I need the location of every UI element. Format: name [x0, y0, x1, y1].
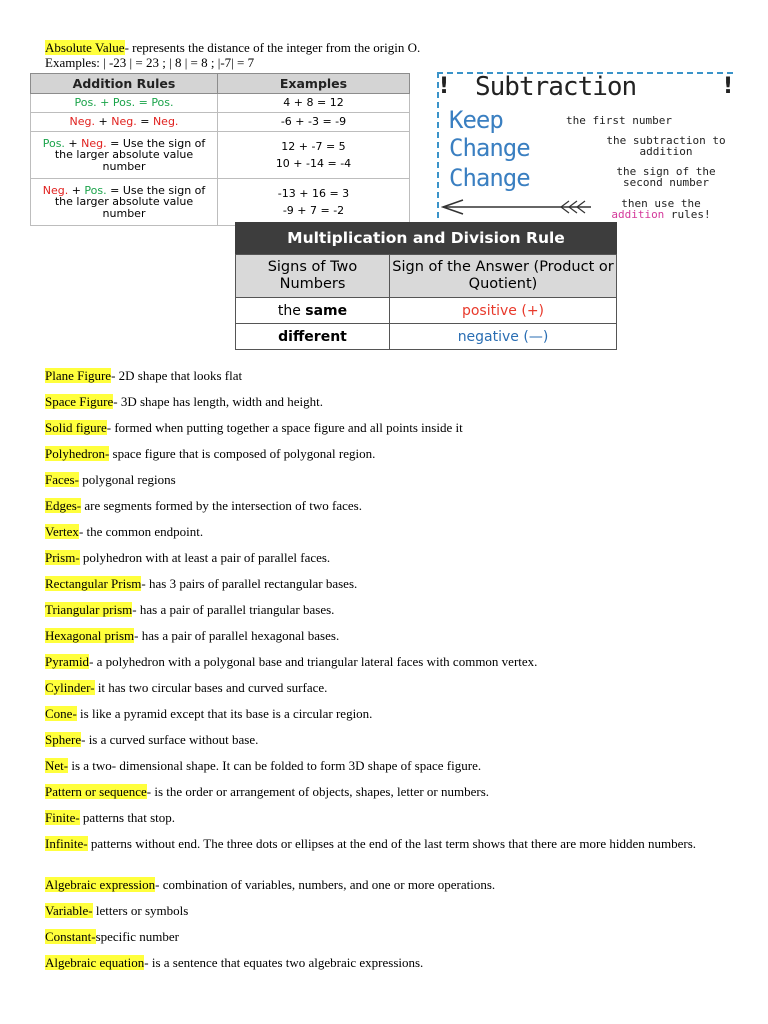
exclamation-mark: ! [723, 74, 734, 99]
table-row [31, 179, 410, 226]
definition-item [45, 498, 362, 513]
term-highlight: Space Figure [45, 394, 114, 409]
definition-item [45, 524, 203, 539]
rule-cell: Pos. + Pos. = Pos. [31, 94, 218, 113]
different-cell: different [236, 324, 390, 350]
definition-item [45, 680, 327, 695]
definition-item [45, 758, 481, 773]
change-word: Change [449, 164, 530, 192]
example-cell: 4 + 8 = 12 [218, 94, 410, 113]
subtraction-rules-graphic [431, 70, 734, 221]
change-note: the sign of the second number [616, 165, 716, 189]
term-highlight: Hexagonal prism [45, 628, 135, 643]
example-cell: -13 + 16 = 3 -9 + 7 = -2 [218, 179, 410, 226]
signs-header: Signs of Two Numbers [236, 255, 390, 298]
definition-text: is like a pyramid except that its base is a circular region. [76, 706, 373, 721]
term-highlight: Vertex [45, 524, 79, 539]
definition-text: - represents the distance of the integer from the origin O. [124, 40, 421, 55]
term-highlight: Algebraic equation [45, 955, 145, 970]
term-highlight: Rectangular Prism [45, 576, 142, 591]
definition-item [45, 706, 372, 721]
definition-item [45, 628, 339, 643]
table-row [31, 132, 410, 179]
definition-text: - the common endpoint. [78, 524, 204, 539]
positive-cell: positive (+) [390, 298, 617, 324]
term-highlight: Pattern or sequence [45, 784, 147, 799]
definition-text: - is a curved surface without base. [81, 732, 259, 747]
definition-item [45, 732, 258, 747]
definition-text: it has two circular bases and curved surface. [94, 680, 328, 695]
table-row [31, 113, 410, 132]
definition-text: - combination of variables, numbers, and one or more operations. [155, 877, 496, 892]
addition-rules-header: Addition Rules [31, 74, 218, 94]
definition-text: - has a pair of parallel hexagonal bases. [134, 628, 340, 643]
definition-item [45, 550, 330, 565]
definition-text: patterns without end. The three dots or ellipses at the end of the last term shows that there are more hidden numbers. [87, 836, 697, 851]
definition-item [45, 836, 705, 851]
term-highlight: Prism- [45, 550, 80, 565]
then-note: then use the addition rules! [611, 197, 711, 221]
definition-text: - 3D shape has length, width and height. [113, 394, 323, 409]
same-cell: the same [236, 298, 390, 324]
rule-cell: Pos. + Neg. = Use the sign of the larger absolute value number [31, 132, 218, 179]
definition-text: - 2D shape that looks flat [111, 368, 243, 383]
term-highlight: Infinite- [45, 836, 88, 851]
keep-note: the first number [566, 114, 672, 127]
subtraction-title: Subtraction [475, 72, 637, 102]
negative-cell: negative (—) [390, 324, 617, 350]
term-highlight: Solid figure [45, 420, 107, 435]
definition-item [45, 784, 489, 799]
definition-item [45, 394, 323, 409]
definition-text: are segments formed by the intersection of two faces. [81, 498, 362, 513]
definition-text: - has a pair of parallel triangular bases. [132, 602, 335, 617]
term-highlight: Algebraic expression [45, 877, 156, 892]
term-highlight: Finite- [45, 810, 80, 825]
change-note: the subtraction to addition [606, 134, 726, 158]
term-highlight: Triangular prism [45, 602, 133, 617]
arrow-icon [441, 198, 591, 216]
definition-text: - is the order or arrangement of objects, shapes, letter or numbers. [146, 784, 490, 799]
definition-item [45, 877, 495, 892]
addition-rules-table [30, 73, 410, 226]
rule-cell: Neg. + Neg. = Neg. [31, 113, 218, 132]
definition-text: - a polyhedron with a polygonal base and triangular lateral faces with common vertex. [89, 654, 538, 669]
keep-word: Keep [449, 106, 503, 134]
answer-header: Sign of the Answer (Product or Quotient) [390, 255, 617, 298]
absolute-value-line [45, 40, 420, 55]
definition-text: polyhedron with at least a pair of parallel faces. [79, 550, 331, 565]
definition-text: - is a sentence that equates two algebraic expressions. [144, 955, 424, 970]
example-cell: 12 + -7 = 5 10 + -14 = -4 [218, 132, 410, 179]
multiplication-division-table [235, 222, 617, 350]
term-highlight: Constant- [45, 929, 96, 944]
definition-item [45, 929, 179, 944]
definition-text: specific number [95, 929, 179, 944]
term-highlight: Cone- [45, 706, 77, 721]
term-highlight: Absolute Value [45, 40, 125, 55]
example-cell: -6 + -3 = -9 [218, 113, 410, 132]
table-title: Multiplication and Division Rule [235, 222, 617, 254]
definition-item [45, 810, 175, 825]
change-word: Change [449, 134, 530, 162]
definition-item [45, 602, 334, 617]
definition-text: - formed when putting together a space figure and all points inside it [106, 420, 463, 435]
examples-header: Examples [218, 74, 410, 94]
term-highlight: Faces- [45, 472, 79, 487]
definition-text: is a two- dimensional shape. It can be folded to form 3D shape of space figure. [68, 758, 482, 773]
exclamation-mark: ! [439, 74, 450, 99]
definition-text: - has 3 pairs of parallel rectangular bases. [141, 576, 358, 591]
term-highlight: Pyramid [45, 654, 90, 669]
definition-item [45, 472, 176, 487]
definition-item [45, 903, 188, 918]
definition-item [45, 420, 463, 435]
definition-item [45, 576, 357, 591]
examples-line: Examples: | -23 | = 23 ; | 8 | = 8 ; |-7| = 7 [45, 55, 255, 70]
definition-item [45, 446, 375, 461]
table-row [236, 298, 617, 324]
definition-text: polygonal regions [78, 472, 176, 487]
term-highlight: Plane Figure [45, 368, 112, 383]
term-highlight: Sphere [45, 732, 82, 747]
rule-cell: Neg. + Pos. = Use the sign of the larger absolute value number [31, 179, 218, 226]
definition-item [45, 368, 242, 383]
definition-text: patterns that stop. [79, 810, 175, 825]
term-highlight: Net- [45, 758, 69, 773]
definition-text: space figure that is composed of polygonal region. [109, 446, 376, 461]
definition-item [45, 955, 423, 970]
term-highlight: Edges- [45, 498, 82, 513]
term-highlight: Variable- [45, 903, 93, 918]
table-row [31, 94, 410, 113]
definition-text: letters or symbols [92, 903, 189, 918]
term-highlight: Polyhedron- [45, 446, 110, 461]
term-highlight: Cylinder- [45, 680, 95, 695]
table-row [236, 324, 617, 350]
definition-item [45, 654, 537, 669]
